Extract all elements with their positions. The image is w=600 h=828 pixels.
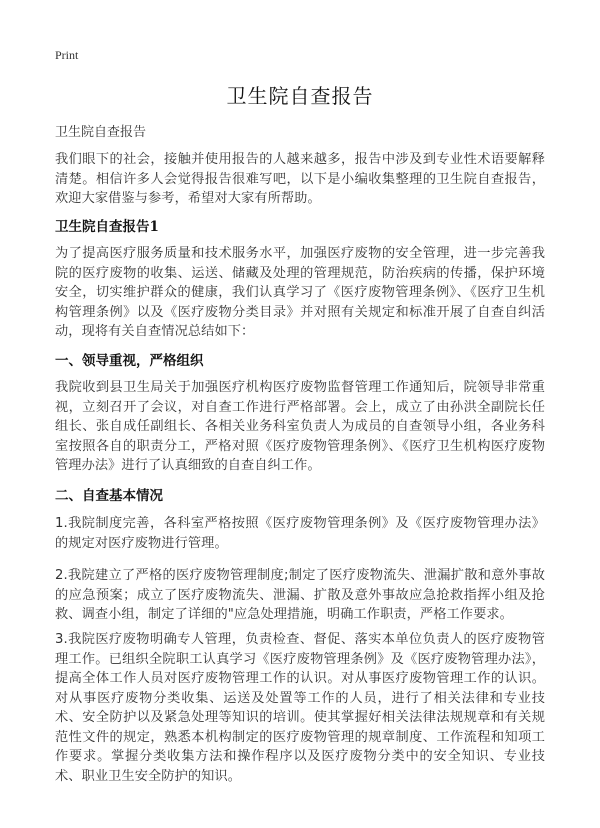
section-1-heading: 一、领导重视，严格组织 [55,353,204,369]
report-heading: 卫生院自查报告1 [55,219,159,235]
section-2-item-3: 3.我院医疗废物明确专人管理，负责检查、督促、落实本单位负责人的医疗废物管理工作。已组织全院职工认真学习《医疗废物管理条例》及《医疗废物管理办法》，提高全体工作人员对医疗废物管理工作的认识。对从事医疗废物管理工作的认识。对从事医疗废物分类收集、运送及处置等工作的人员，进行了相关法律和专业技术、安全防护以及紧急处理等知识的培训。使其掌握好相关法律法规规章和有关规范性文件的规定，熟悉本机构制定的医疗废物管理的规章制度、工作流程和知项工作要求。掌握分类收集方法和操作程序以及医疗废物分类中的安全知识、专业技术、职业卫生安全防护的知识。 [55,632,545,784]
section-2-item-2: 2.我院建立了严格的医疗废物管理制度;制定了医疗废物流失、泄漏扩散和意外事故的应急预案；成立了医疗废物流失、泄漏、扩散及意外事故应急抢救指挥小组及抢救、调查小组，制定了详细的"应急处理措施，明确工作职责，严格工作要求。 [55,568,545,622]
document-title: 卫生院自查报告 [226,84,374,108]
section-1-body: 我院收到县卫生局关于加强医疗机构医疗废物监督管理工作通知后，院领导非常重视，立刻召开了会议，对自查工作进行严格部署。会上，成立了由孙洪全副院长任组长、张自成任副组长、各相关业务科室负责人为成员的自查领导小组，各业务科室按照各自的职责分工，严格对照《医疗废物管理条例》、《医疗卫生机构医疗废物管理办法》进行了认真细致的自查自纠工作。 [55,380,545,473]
section-2-item-1: 1.我院制度完善，各科室严格按照《医疗废物管理条例》及《医疗废物管理办法》的规定对医疗废物进行管理。 [55,516,545,551]
opening-paragraph: 为了提高医疗服务质量和技术服务水平，加强医疗废物的安全管理，进一步完善我院的医疗废物的收集、运送、储藏及处理的管理规范，防治疾病的传播，保护环境安全，切实维护群众的健康，我们认真学习了《医疗废物管理条例》、《医疗卫生机构管理条例》以及《医疗废物分类目录》并对照有关规定和标准开展了自查自纠活动，现将有关自查情况总结如下： [55,246,545,339]
print-label[interactable]: Print [55,48,79,62]
intro-paragraph: 我们眼下的社会，接触并使用报告的人越来越多，报告中涉及到专业性术语要解释清楚。相信许多人会觉得报告很难写吧，以下是小编收集整理的卫生院自查报告，欢迎大家借鉴与参考，希望对大家有所帮助。 [55,152,545,206]
section-2-heading: 二、自查基本情况 [55,488,163,504]
document-subtitle: 卫生院自查报告 [55,125,147,140]
